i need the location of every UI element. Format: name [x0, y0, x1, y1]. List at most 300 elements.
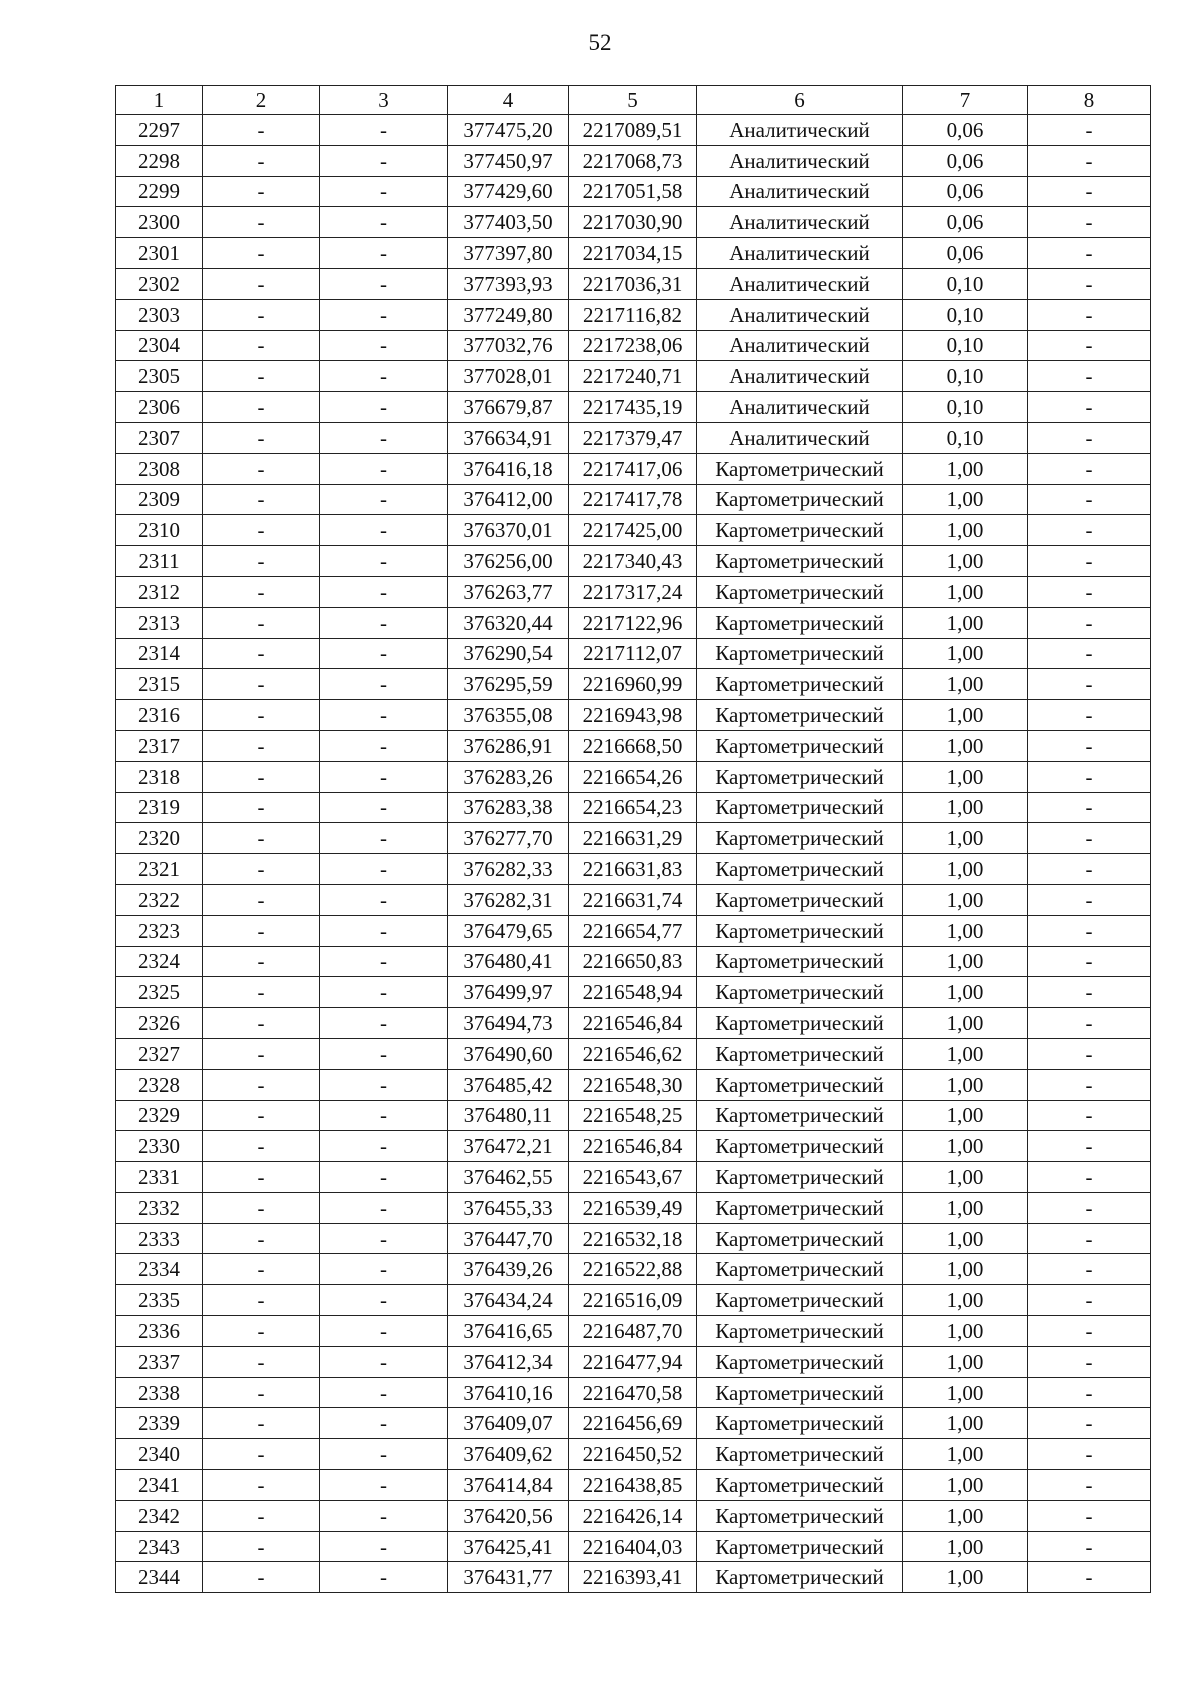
- page-number: 52: [588, 30, 612, 55]
- col-3-cell: -: [320, 607, 448, 638]
- method-cell: Картометрический: [697, 1346, 903, 1377]
- point-number-cell: 2329: [116, 1100, 203, 1131]
- x-coordinate-cell: 376490,60: [448, 1038, 569, 1069]
- col-2-cell: -: [203, 1408, 320, 1439]
- col-2-cell: -: [203, 1008, 320, 1039]
- method-cell: Картометрический: [697, 1439, 903, 1470]
- col-2-cell: -: [203, 392, 320, 423]
- point-number-cell: 2300: [116, 207, 203, 238]
- y-coordinate-cell: 2216470,58: [569, 1377, 697, 1408]
- method-cell: Картометрический: [697, 1316, 903, 1347]
- point-number-cell: 2321: [116, 854, 203, 885]
- point-number-cell: 2333: [116, 1223, 203, 1254]
- accuracy-cell: 1,00: [903, 1316, 1028, 1347]
- method-cell: Картометрический: [697, 1285, 903, 1316]
- col-3-cell: -: [320, 268, 448, 299]
- col-2-cell: -: [203, 453, 320, 484]
- accuracy-cell: 0,06: [903, 207, 1028, 238]
- table-row: [116, 700, 1151, 731]
- table-row: [116, 946, 1151, 977]
- x-coordinate-cell: 376283,38: [448, 792, 569, 823]
- col-2-cell: -: [203, 730, 320, 761]
- column-header-8: 8: [1028, 86, 1151, 115]
- table-row: [116, 1223, 1151, 1254]
- col-2-cell: -: [203, 1223, 320, 1254]
- method-cell: Картометрический: [697, 823, 903, 854]
- col-8-cell: -: [1028, 607, 1151, 638]
- col-8-cell: -: [1028, 823, 1151, 854]
- point-number-cell: 2302: [116, 268, 203, 299]
- accuracy-cell: 1,00: [903, 730, 1028, 761]
- method-cell: Картометрический: [697, 515, 903, 546]
- accuracy-cell: 1,00: [903, 977, 1028, 1008]
- accuracy-cell: 0,10: [903, 361, 1028, 392]
- y-coordinate-cell: 2216668,50: [569, 730, 697, 761]
- accuracy-cell: 0,10: [903, 422, 1028, 453]
- x-coordinate-cell: 376455,33: [448, 1192, 569, 1223]
- y-coordinate-cell: 2216393,41: [569, 1562, 697, 1593]
- col-2-cell: -: [203, 330, 320, 361]
- method-cell: Аналитический: [697, 422, 903, 453]
- accuracy-cell: 1,00: [903, 1223, 1028, 1254]
- table-row: [116, 884, 1151, 915]
- table-row: [116, 638, 1151, 669]
- col-8-cell: -: [1028, 1131, 1151, 1162]
- table-row: [116, 484, 1151, 515]
- col-2-cell: -: [203, 145, 320, 176]
- method-cell: Картометрический: [697, 977, 903, 1008]
- accuracy-cell: 1,00: [903, 1008, 1028, 1039]
- y-coordinate-cell: 2217116,82: [569, 299, 697, 330]
- table-row: [116, 915, 1151, 946]
- table-row: [116, 299, 1151, 330]
- y-coordinate-cell: 2217417,06: [569, 453, 697, 484]
- col-2-cell: -: [203, 977, 320, 1008]
- col-8-cell: -: [1028, 946, 1151, 977]
- accuracy-cell: 1,00: [903, 1346, 1028, 1377]
- method-cell: Картометрический: [697, 854, 903, 885]
- y-coordinate-cell: 2216650,83: [569, 946, 697, 977]
- method-cell: Картометрический: [697, 453, 903, 484]
- accuracy-cell: 0,10: [903, 268, 1028, 299]
- col-3-cell: -: [320, 1316, 448, 1347]
- table-row: [116, 238, 1151, 269]
- col-3-cell: -: [320, 115, 448, 146]
- col-3-cell: -: [320, 1131, 448, 1162]
- x-coordinate-cell: 377028,01: [448, 361, 569, 392]
- table-row: [116, 453, 1151, 484]
- method-cell: Аналитический: [697, 145, 903, 176]
- col-2-cell: -: [203, 1562, 320, 1593]
- method-cell: Картометрический: [697, 1408, 903, 1439]
- col-3-cell: -: [320, 977, 448, 1008]
- point-number-cell: 2339: [116, 1408, 203, 1439]
- col-3-cell: -: [320, 546, 448, 577]
- point-number-cell: 2324: [116, 946, 203, 977]
- column-header-6: 6: [697, 86, 903, 115]
- point-number-cell: 2343: [116, 1531, 203, 1562]
- col-3-cell: -: [320, 1500, 448, 1531]
- col-2-cell: -: [203, 1439, 320, 1470]
- col-2-cell: -: [203, 1254, 320, 1285]
- y-coordinate-cell: 2217030,90: [569, 207, 697, 238]
- table-row: [116, 1254, 1151, 1285]
- point-number-cell: 2338: [116, 1377, 203, 1408]
- table-row: [116, 546, 1151, 577]
- y-coordinate-cell: 2217036,31: [569, 268, 697, 299]
- method-cell: Картометрический: [697, 484, 903, 515]
- method-cell: Картометрический: [697, 792, 903, 823]
- table-row: [116, 823, 1151, 854]
- method-cell: Картометрический: [697, 1069, 903, 1100]
- accuracy-cell: 1,00: [903, 1439, 1028, 1470]
- x-coordinate-cell: 376290,54: [448, 638, 569, 669]
- table-row: [116, 268, 1151, 299]
- col-2-cell: -: [203, 176, 320, 207]
- point-number-cell: 2303: [116, 299, 203, 330]
- col-2-cell: -: [203, 576, 320, 607]
- accuracy-cell: 1,00: [903, 1470, 1028, 1501]
- y-coordinate-cell: 2216960,99: [569, 669, 697, 700]
- col-8-cell: -: [1028, 1100, 1151, 1131]
- point-number-cell: 2306: [116, 392, 203, 423]
- accuracy-cell: 1,00: [903, 1285, 1028, 1316]
- method-cell: Аналитический: [697, 176, 903, 207]
- column-header-4: 4: [448, 86, 569, 115]
- col-2-cell: -: [203, 1531, 320, 1562]
- accuracy-cell: 1,00: [903, 1254, 1028, 1285]
- y-coordinate-cell: 2216548,30: [569, 1069, 697, 1100]
- table-row: [116, 576, 1151, 607]
- table-row: [116, 1562, 1151, 1593]
- x-coordinate-cell: 376416,18: [448, 453, 569, 484]
- accuracy-cell: 1,00: [903, 1100, 1028, 1131]
- point-number-cell: 2316: [116, 700, 203, 731]
- col-8-cell: -: [1028, 1408, 1151, 1439]
- x-coordinate-cell: 376439,26: [448, 1254, 569, 1285]
- accuracy-cell: 0,10: [903, 299, 1028, 330]
- table-row: [116, 330, 1151, 361]
- col-2-cell: -: [203, 1500, 320, 1531]
- point-number-cell: 2328: [116, 1069, 203, 1100]
- col-8-cell: -: [1028, 330, 1151, 361]
- col-3-cell: -: [320, 669, 448, 700]
- method-cell: Картометрический: [697, 576, 903, 607]
- col-8-cell: -: [1028, 238, 1151, 269]
- method-cell: Картометрический: [697, 915, 903, 946]
- x-coordinate-cell: 376634,91: [448, 422, 569, 453]
- y-coordinate-cell: 2217089,51: [569, 115, 697, 146]
- col-8-cell: -: [1028, 145, 1151, 176]
- y-coordinate-cell: 2217240,71: [569, 361, 697, 392]
- table-row: [116, 1470, 1151, 1501]
- col-3-cell: -: [320, 1223, 448, 1254]
- y-coordinate-cell: 2217034,15: [569, 238, 697, 269]
- col-2-cell: -: [203, 792, 320, 823]
- col-8-cell: -: [1028, 1470, 1151, 1501]
- point-number-cell: 2323: [116, 915, 203, 946]
- point-number-cell: 2336: [116, 1316, 203, 1347]
- col-8-cell: -: [1028, 854, 1151, 885]
- col-8-cell: -: [1028, 884, 1151, 915]
- point-number-cell: 2301: [116, 238, 203, 269]
- col-3-cell: -: [320, 700, 448, 731]
- point-number-cell: 2307: [116, 422, 203, 453]
- table-row: [116, 730, 1151, 761]
- accuracy-cell: 1,00: [903, 792, 1028, 823]
- table-row: [116, 176, 1151, 207]
- col-3-cell: -: [320, 330, 448, 361]
- accuracy-cell: 1,00: [903, 823, 1028, 854]
- method-cell: Картометрический: [697, 1038, 903, 1069]
- table-row: [116, 515, 1151, 546]
- method-cell: Аналитический: [697, 392, 903, 423]
- col-3-cell: -: [320, 761, 448, 792]
- accuracy-cell: 1,00: [903, 576, 1028, 607]
- x-coordinate-cell: 376434,24: [448, 1285, 569, 1316]
- accuracy-cell: 1,00: [903, 854, 1028, 885]
- accuracy-cell: 1,00: [903, 1131, 1028, 1162]
- accuracy-cell: 1,00: [903, 638, 1028, 669]
- accuracy-cell: 1,00: [903, 1162, 1028, 1193]
- col-3-cell: -: [320, 207, 448, 238]
- col-2-cell: -: [203, 1346, 320, 1377]
- table-row: [116, 1285, 1151, 1316]
- x-coordinate-cell: 376431,77: [448, 1562, 569, 1593]
- col-8-cell: -: [1028, 1285, 1151, 1316]
- col-2-cell: -: [203, 915, 320, 946]
- x-coordinate-cell: 376409,62: [448, 1439, 569, 1470]
- col-3-cell: -: [320, 392, 448, 423]
- y-coordinate-cell: 2217051,58: [569, 176, 697, 207]
- x-coordinate-cell: 377450,97: [448, 145, 569, 176]
- method-cell: Картометрический: [697, 1254, 903, 1285]
- y-coordinate-cell: 2217122,96: [569, 607, 697, 638]
- x-coordinate-cell: 376416,65: [448, 1316, 569, 1347]
- point-number-cell: 2314: [116, 638, 203, 669]
- x-coordinate-cell: 377403,50: [448, 207, 569, 238]
- point-number-cell: 2308: [116, 453, 203, 484]
- col-2-cell: -: [203, 1069, 320, 1100]
- col-2-cell: -: [203, 669, 320, 700]
- col-3-cell: -: [320, 1100, 448, 1131]
- y-coordinate-cell: 2216548,94: [569, 977, 697, 1008]
- method-cell: Аналитический: [697, 207, 903, 238]
- col-3-cell: -: [320, 1408, 448, 1439]
- col-8-cell: -: [1028, 546, 1151, 577]
- point-number-cell: 2317: [116, 730, 203, 761]
- x-coordinate-cell: 376263,77: [448, 576, 569, 607]
- point-number-cell: 2304: [116, 330, 203, 361]
- x-coordinate-cell: 376479,65: [448, 915, 569, 946]
- column-header-2: 2: [203, 86, 320, 115]
- col-2-cell: -: [203, 946, 320, 977]
- method-cell: Картометрический: [697, 1008, 903, 1039]
- x-coordinate-cell: 376286,91: [448, 730, 569, 761]
- col-3-cell: -: [320, 884, 448, 915]
- col-8-cell: -: [1028, 792, 1151, 823]
- x-coordinate-cell: 376283,26: [448, 761, 569, 792]
- y-coordinate-cell: 2217425,00: [569, 515, 697, 546]
- point-number-cell: 2332: [116, 1192, 203, 1223]
- col-8-cell: -: [1028, 576, 1151, 607]
- col-3-cell: -: [320, 576, 448, 607]
- accuracy-cell: 1,00: [903, 1408, 1028, 1439]
- accuracy-cell: 1,00: [903, 515, 1028, 546]
- y-coordinate-cell: 2216546,62: [569, 1038, 697, 1069]
- table-row: [116, 977, 1151, 1008]
- table-row: [116, 1038, 1151, 1069]
- point-number-cell: 2341: [116, 1470, 203, 1501]
- x-coordinate-cell: 376425,41: [448, 1531, 569, 1562]
- col-3-cell: -: [320, 1162, 448, 1193]
- accuracy-cell: 1,00: [903, 1531, 1028, 1562]
- accuracy-cell: 1,00: [903, 915, 1028, 946]
- table-row: [116, 1162, 1151, 1193]
- point-number-cell: 2298: [116, 145, 203, 176]
- col-8-cell: -: [1028, 1008, 1151, 1039]
- method-cell: Картометрический: [697, 1192, 903, 1223]
- col-2-cell: -: [203, 238, 320, 269]
- column-header-3: 3: [320, 86, 448, 115]
- y-coordinate-cell: 2216516,09: [569, 1285, 697, 1316]
- col-3-cell: -: [320, 1562, 448, 1593]
- col-8-cell: -: [1028, 453, 1151, 484]
- table-row: [116, 1408, 1151, 1439]
- point-number-cell: 2342: [116, 1500, 203, 1531]
- x-coordinate-cell: 376410,16: [448, 1377, 569, 1408]
- table-row: [116, 1500, 1151, 1531]
- col-8-cell: -: [1028, 515, 1151, 546]
- table-row: [116, 607, 1151, 638]
- col-8-cell: -: [1028, 1162, 1151, 1193]
- col-2-cell: -: [203, 515, 320, 546]
- col-3-cell: -: [320, 1285, 448, 1316]
- point-number-cell: 2309: [116, 484, 203, 515]
- accuracy-cell: 1,00: [903, 884, 1028, 915]
- y-coordinate-cell: 2216546,84: [569, 1131, 697, 1162]
- col-8-cell: -: [1028, 422, 1151, 453]
- y-coordinate-cell: 2216450,52: [569, 1439, 697, 1470]
- method-cell: Картометрический: [697, 546, 903, 577]
- col-8-cell: -: [1028, 915, 1151, 946]
- table-row: [116, 422, 1151, 453]
- col-2-cell: -: [203, 1131, 320, 1162]
- point-number-cell: 2299: [116, 176, 203, 207]
- col-2-cell: -: [203, 1162, 320, 1193]
- accuracy-cell: 1,00: [903, 946, 1028, 977]
- x-coordinate-cell: 376485,42: [448, 1069, 569, 1100]
- col-2-cell: -: [203, 1470, 320, 1501]
- col-2-cell: -: [203, 361, 320, 392]
- col-3-cell: -: [320, 422, 448, 453]
- point-number-cell: 2297: [116, 115, 203, 146]
- col-8-cell: -: [1028, 1531, 1151, 1562]
- point-number-cell: 2318: [116, 761, 203, 792]
- col-8-cell: -: [1028, 669, 1151, 700]
- point-number-cell: 2335: [116, 1285, 203, 1316]
- y-coordinate-cell: 2217435,19: [569, 392, 697, 423]
- table-row: [116, 1316, 1151, 1347]
- col-3-cell: -: [320, 1439, 448, 1470]
- col-8-cell: -: [1028, 1192, 1151, 1223]
- method-cell: Картометрический: [697, 1131, 903, 1162]
- y-coordinate-cell: 2217238,06: [569, 330, 697, 361]
- col-2-cell: -: [203, 1377, 320, 1408]
- col-3-cell: -: [320, 1346, 448, 1377]
- col-3-cell: -: [320, 946, 448, 977]
- y-coordinate-cell: 2216546,84: [569, 1008, 697, 1039]
- col-3-cell: -: [320, 730, 448, 761]
- col-3-cell: -: [320, 1470, 448, 1501]
- col-8-cell: -: [1028, 1346, 1151, 1377]
- col-2-cell: -: [203, 1316, 320, 1347]
- col-8-cell: -: [1028, 1500, 1151, 1531]
- y-coordinate-cell: 2216487,70: [569, 1316, 697, 1347]
- method-cell: Картометрический: [697, 607, 903, 638]
- x-coordinate-cell: 376355,08: [448, 700, 569, 731]
- col-3-cell: -: [320, 176, 448, 207]
- col-3-cell: -: [320, 484, 448, 515]
- col-2-cell: -: [203, 607, 320, 638]
- point-number-cell: 2340: [116, 1439, 203, 1470]
- x-coordinate-cell: 376277,70: [448, 823, 569, 854]
- y-coordinate-cell: 2217068,73: [569, 145, 697, 176]
- x-coordinate-cell: 376472,21: [448, 1131, 569, 1162]
- col-3-cell: -: [320, 453, 448, 484]
- y-coordinate-cell: 2216426,14: [569, 1500, 697, 1531]
- col-8-cell: -: [1028, 207, 1151, 238]
- point-number-cell: 2337: [116, 1346, 203, 1377]
- accuracy-cell: 1,00: [903, 761, 1028, 792]
- point-number-cell: 2326: [116, 1008, 203, 1039]
- table-row: [116, 207, 1151, 238]
- x-coordinate-cell: 376447,70: [448, 1223, 569, 1254]
- x-coordinate-cell: 376256,00: [448, 546, 569, 577]
- method-cell: Картометрический: [697, 700, 903, 731]
- accuracy-cell: 1,00: [903, 1038, 1028, 1069]
- col-2-cell: -: [203, 638, 320, 669]
- x-coordinate-cell: 376282,33: [448, 854, 569, 885]
- method-cell: Картометрический: [697, 1500, 903, 1531]
- col-3-cell: -: [320, 915, 448, 946]
- x-coordinate-cell: 377397,80: [448, 238, 569, 269]
- y-coordinate-cell: 2216631,74: [569, 884, 697, 915]
- method-cell: Аналитический: [697, 268, 903, 299]
- y-coordinate-cell: 2216631,83: [569, 854, 697, 885]
- table-row: [116, 145, 1151, 176]
- col-3-cell: -: [320, 1254, 448, 1285]
- column-header-1: 1: [116, 86, 203, 115]
- col-3-cell: -: [320, 361, 448, 392]
- x-coordinate-cell: 376412,34: [448, 1346, 569, 1377]
- accuracy-cell: 1,00: [903, 1500, 1028, 1531]
- accuracy-cell: 0,06: [903, 176, 1028, 207]
- y-coordinate-cell: 2216548,25: [569, 1100, 697, 1131]
- accuracy-cell: 1,00: [903, 484, 1028, 515]
- column-header-7: 7: [903, 86, 1028, 115]
- point-number-cell: 2334: [116, 1254, 203, 1285]
- col-8-cell: -: [1028, 392, 1151, 423]
- col-2-cell: -: [203, 1038, 320, 1069]
- col-3-cell: -: [320, 145, 448, 176]
- x-coordinate-cell: 377393,93: [448, 268, 569, 299]
- col-3-cell: -: [320, 1038, 448, 1069]
- col-3-cell: -: [320, 515, 448, 546]
- table-row: [116, 392, 1151, 423]
- table-body: [116, 115, 1151, 1593]
- y-coordinate-cell: 2216654,23: [569, 792, 697, 823]
